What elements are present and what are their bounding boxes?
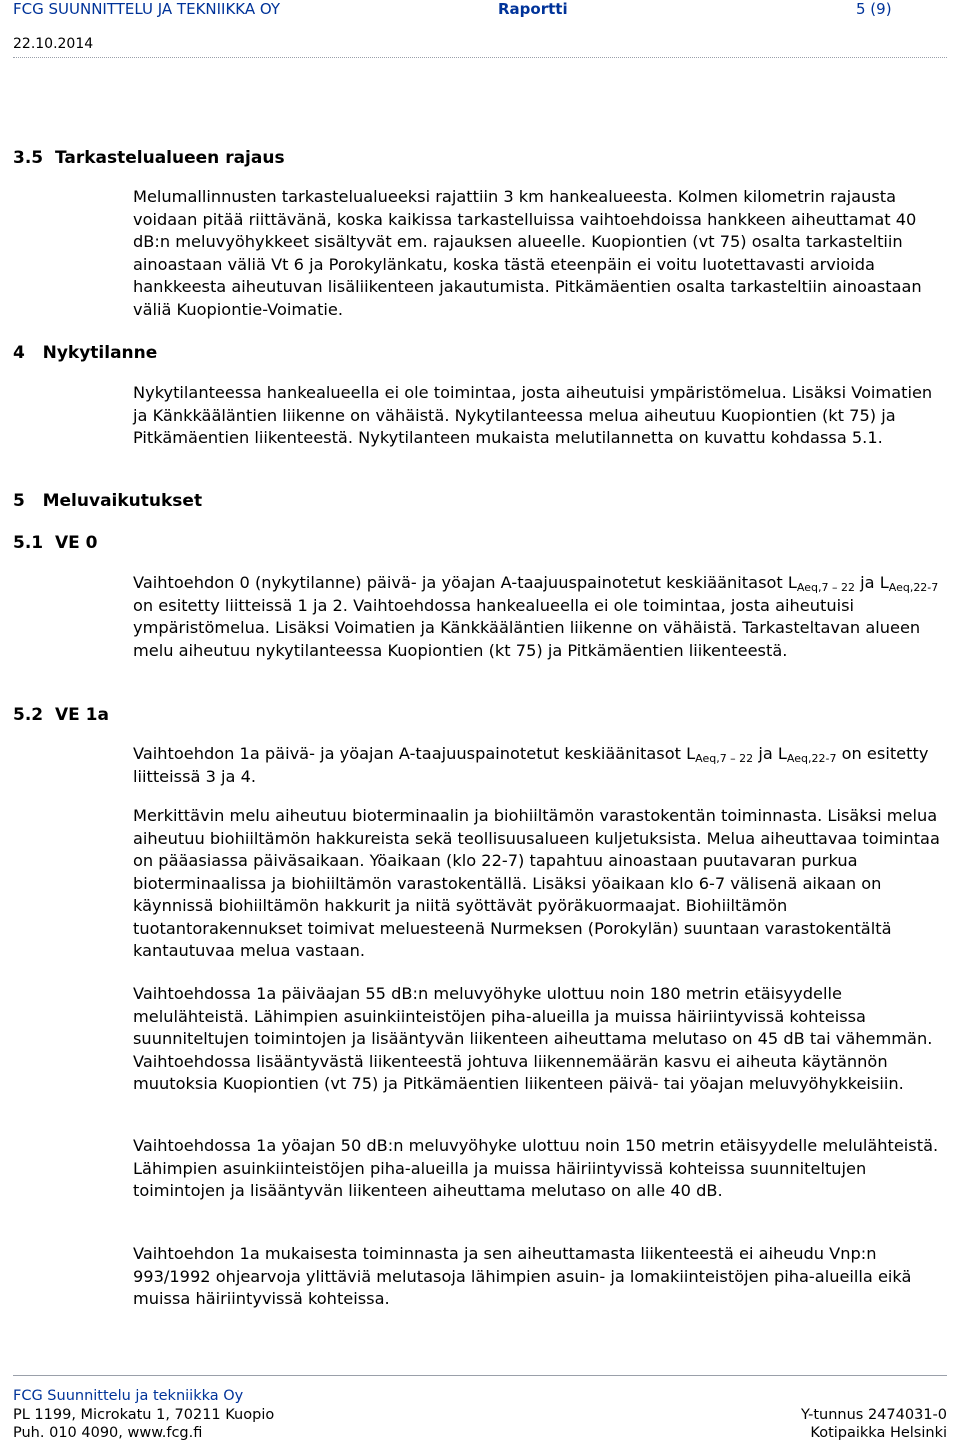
paragraph-rajaus: Melumallinnusten tarkastelualueeksi rajattiin 3 km hankealueesta. Kolmen kilometrin rajausta voidaan pitää riittävänä, koska kaikissa tarkastelluissa vaihtoehdoissa hankkeen aiheuttamat 40 dB:n meluvyöhykkeet sisältyvät em. rajauksen alueelle. Kuopiontien (vt 75) osalta tarkasteltiin ainoastaan väliä Vt 6 ja Porokylänkatu, koska tästä eteenpäin ei voitu luotettavasti arvioida hankkeesta aiheutuvan lisäliikenteen jakautumista. Pitkämäentien osalta tarkasteltiin ainoastaan väliä Kuopiontie-Voimatie. [133, 187, 922, 319]
header-divider [13, 57, 947, 58]
heading-number: 5.1 [13, 533, 44, 553]
footer-address: PL 1199, Microkatu 1, 70211 Kuopio [13, 1407, 275, 1423]
text: on esitetty liitteissä 1 ja 2. Vaihtoehdossa hankealueella ei ole toimintaa, josta aiheutuisi ympäristömelua. Lisäksi Voimatien ja Känkkääläntien liikenne on vähäistä. Tarkasteltavan alueen melu aiheutuu nykytilanteessa Kuopiontien (kt 75) ja Pitkämäentien liikenteestä. [133, 595, 921, 660]
header-company: FCG SUUNNITTELU JA TEKNIIKKA OY [13, 0, 281, 18]
subscript: Aeq,22-7 [888, 581, 939, 594]
heading-number: 5 [13, 491, 25, 511]
paragraph-ve1a-conclusion: Vaihtoehdon 1a mukaisesta toiminnasta ja sen aiheuttamasta liikenteestä ei aiheudu Vnp:n 993/1992 ohjearvoja ylittäviä melutasoja lähimpien asuin- ja lomakiinteistöjen piha-alueilla eikä muissa häiriintyvissä kohteissa. [133, 1244, 912, 1308]
heading-title: Tarkastelualueen rajaus [54, 148, 285, 168]
heading-title: VE 0 [54, 533, 98, 553]
text: Vaihtoehdon 1a päivä- ja yöajan A-taajuuspainotetut keskiäänitasot L [133, 744, 696, 763]
text: ja L [753, 744, 787, 763]
paragraph-nykytilanne: Nykytilanteessa hankealueella ei ole toimintaa, josta aiheutuisi ympäristömelua. Lisäksi Voimatien ja Känkkääläntien liikenne on vähäistä. Nykytilanteessa melua aiheutuu Kuopiontien (kt 75) ja Pitkämäentien liikenteestä. Nykytilanteen mukaista melutilannetta on kuvattu kohdassa 5.1. [133, 383, 933, 447]
paragraph-ve1a-intro [133, 743, 948, 788]
heading-number: 5.2 [13, 705, 44, 725]
footer-divider [13, 1375, 947, 1376]
heading-number: 4 [13, 343, 25, 363]
heading-5-1 [13, 532, 98, 554]
heading-3-5 [13, 147, 285, 169]
footer-contact: Puh. 010 4090, www.fcg.fi [13, 1425, 203, 1441]
text: on esitetty liitteissä 3 ja 4. [133, 744, 929, 786]
subscript: Aeq,7 – 22 [695, 752, 754, 765]
heading-title: VE 1a [54, 705, 109, 725]
footer-domicile: Kotipaikka Helsinki [810, 1425, 947, 1441]
subscript: Aeq,7 – 22 [796, 581, 855, 594]
heading-5-2 [13, 704, 109, 726]
header-date: 22.10.2014 [13, 36, 94, 52]
text: Vaihtoehdon 0 (nykytilanne) päivä- ja yöajan A-taajuuspainotetut keskiäänitasot L [133, 573, 797, 592]
footer-company: FCG Suunnittelu ja tekniikka Oy [13, 1388, 244, 1404]
heading-title: Meluvaikutukset [42, 491, 203, 511]
header-doc-type: Raportti [498, 0, 568, 18]
heading-number: 3.5 [13, 148, 44, 168]
text: ja L [855, 573, 889, 592]
heading-title: Nykytilanne [42, 343, 158, 363]
heading-5 [13, 490, 202, 512]
paragraph-ve1a-night: Vaihtoehdossa 1a yöajan 50 dB:n meluvyöhyke ulottuu noin 150 metrin etäisyydelle melulähteistä. Lähimpien asuinkiinteistöjen piha-alueilla ja muissa häiriintyvissä kohteissa suunniteltujen toimintojen ja lisääntyvän liikenteen aiheuttama melutaso on alle 40 dB. [133, 1136, 939, 1200]
header-page-number: 5 (9) [856, 0, 892, 18]
subscript: Aeq,22-7 [786, 752, 837, 765]
paragraph-ve0 [133, 572, 948, 662]
paragraph-ve1a-sources: Merkittävin melu aiheutuu bioterminaalin ja biohiiltämön varastokentän toiminnasta. Lisäksi melua aiheutuu biohiiltämön hakkureista sekä teollisuusalueen kuljetuksista. Melua aiheuttavaa toimintaa on pääasiassa päiväsaikaan. Yöaikaan (klo 22-7) tapahtuu ainoastaan puutavaran purkua bioterminaalissa ja biohiiltämön varastokentällä. Lisäksi yöaikaan klo 6-7 välisenä aikaan on käynnissä biohiiltämön hakkurit ja niitä syöttävät pyöräkuormaajat. Biohiiltämön tuotantorakennukset toimivat meluesteenä Nurmeksen (Porokylän) suuntaan varastokentältä kantautuvaa melua vastaan. [133, 806, 940, 960]
footer-business-id: Y-tunnus 2474031-0 [800, 1407, 947, 1423]
paragraph-ve1a-day: Vaihtoehdossa 1a päiväajan 55 dB:n meluvyöhyke ulottuu noin 180 metrin etäisyydelle melulähteistä. Lähimpien asuinkiinteistöjen piha-alueilla ja muissa häiriintyvissä kohteissa suunniteltujen toimintojen ja lisääntyvän liikenteen aiheuttama melutaso on 45 dB tai vähemmän. Vaihtoehdossa lisääntyvästä liikenteestä johtuva liikennemäärän kasvu ei aiheuta käytännön muutoksia Kuopiontien (vt 75) ja Pitkämäentien liikenteen päivä- tai yöajan meluvyöhykkeisiin. [133, 984, 933, 1093]
heading-4 [13, 342, 157, 364]
